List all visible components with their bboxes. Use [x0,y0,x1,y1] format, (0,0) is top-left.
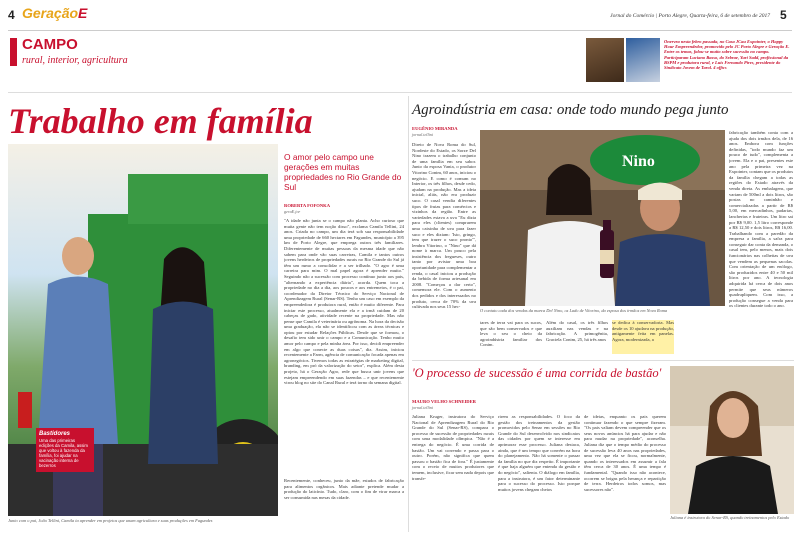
bottom-col-2: rirem as responsabilidades. O foco da gestão dos treinamentos da gestão promovidos pelo Senar em sessões no Rio Grande do Sul desenvolvido nos sindicatos das cidades por quem se interesse em aprimorar esse processo. Juliana destaca, ainda, que é um tempo que convém na hora do planejamento. Não há somente o passar da família no que diz respeito. É importante é que haja alguém que entenda da gestão e do negócio", salienta. O diálogo em família, para a instrutora, é um fator determinante para o sucesso do processo. Isto porque muitos jovens chegam cheios [498,414,580,492]
right-headline: Agroindústria em casa: onde todo mundo pega junto [412,102,729,118]
right-photo [480,130,725,306]
brand-logo [22,5,87,21]
page-header [0,0,800,30]
paper-info: Jornal do Comércio | Porto Alegre, Quarta-feira, 6 de setembro de 2017 [610,13,770,19]
section-title: CAMPO [22,36,78,53]
header-divider [8,30,792,31]
bottom-col-1: Juliana Kruger, instrutora do Serviço Nacional de Aprendizagem Rural do Rio Grande do Sul (Senar-RS), compara o processo de sucessão de propriedades rurais com uma modalidade olímpica. "Não é a entrega do negócio. É uma corrida de bastão. Um vai correndo e passa para o outro. Porém, não significa que quem passou o bastão fica de fora." É justamente com o receio de muitos produtores que temem, inclusive, ficar sem nada depois que transfe- [412,414,494,481]
bottom-photo-caption: Juliana é instrutora do Senar-RS, quando treinamentos pelo Estado [670,515,790,520]
bastidores-text: Uma das primeiras edições da Camila, assim que voltou à fazenda da família, foi ajudar na vacinação interna de bezerros [39,438,88,468]
right-byline-role: jornal.tellini [412,132,434,137]
bastidores-box [36,428,94,472]
svg-text:Nino: Nino [622,153,655,170]
page-number-right: 5 [780,8,787,22]
right-col-4: se dedica à conservadoria. Mas desde os 10 ajudava na produção, antigamente feita em panelas. Agora, modernizada, a [612,320,674,354]
agroindustry-photo [480,130,725,306]
bastidores-title: Bastidores [39,431,71,437]
right-byline: EUGÊNIO MIRANDA [412,126,458,131]
bottom-rule [412,360,794,361]
bottom-byline: MAURO VELHO SCHNEIDER [412,399,476,404]
right-col-1: Direto de Nova Roma do Sul, Nordeste do Estado, os Sorze Del Nino trazem o trabalho conjunto de uma família em seu sabor. Junto da esposa Vania, o produtor Vitorino Conim, 60 anos, iniciou o negócio. E como é comum no Interior, os três filhos, desde cedo, ajudam na produção. Mas a ideia inicial, aliás, não era produzir suco. O casal vendia diferentes tipos de frutas para comércios e vizinhos da região. Entre as variedades estava a uva "Eu dizia para eles (clientes) comprarem uma caixinha de uva para fazer suco e eles diziam: 'Isto, gringo, tem que trazer o suco pronto'", lembra Vitorino, o "Nino" que dá nome à marca. Um pouco pela insistência dos fregueses, outro tanto por avistar uma boa oportunidade para complementar a renda, o casal iniciou a produção da bebida de forma artesanal em 2008. "Começou a dar certo", comemora ele. Com o aumento dos pedidos e dos interessados no produto, cerca de 70% da uva cultivada nos seus 15 hec- [412,142,476,310]
right-photo-caption: O contato cada dos vendas da marca Del Nino, os Lado de Vitorino, da esposa dos irmãos em Nova Roma [480,308,668,313]
left-body: "A idade não junta se o campo não planta. Acho curioso que muita gente não tem noção disso", exclama Camila Tellini, 24 anos. Criada no campo, um dia terá sob sua responsabilidade uma propriedade de 660 hectares em Fagundes, município a 395 km de Porto Alegre, que emprega outros três familiares. Diferentemente de muitas pessoas da mesma idade que não sabem para onde vão suas carreiras, Camila e tantos outros jovens herdeiros de propriedades rurais no Rio Grande do Sul já têm um rumo a consolidar e a ser trilhado. "O agro é uma carreira para mim. O mal papel agora é aprender muito." Seguindo não a sucessão com processo contínuo junto aos pais, "alternando a experiência diária", acorda. Quem toca a propriedade no dia a dia, aos poucos e aos entremeios, é o pai, coordenador da Diretor Técnico do Serviço Nacional de Aprendizagem Rural (Senar-RS). Tenho um caso em exemplo da empreendedora é produtora rural, então é muito diferente. Para iniciar este processo, atualmente ela e a irmã cuidam de 20 cabeças de gado, atividade recente na propriedade. Mas não pense que Camila é veterinária ou agrônoma. Na hora da decisão uma graduação, ela não se identificou com as áreas técnicas e optou por estudar Relações Públicas. Desde que se formou, o desafio tem sido unir o campo e a Comunicação. Tenho muito amor pelo campo e pela minha área. Por isso, decidi empreender em algo que conecte as duas coisas", diz. Assim, iniciou recentemente a Farm, agência de comunicação focada apenas em agronegócios. Tivemos todas as estratégias de marketing digital, branding, em pró da valorização do setor", explica. Além desta projeto, há o Geração Agro, rede que busca unir jovens que estejam empreendendo em suas fazendas – e que recentemente virou blog no site do Canal Rural e terá torno da semana digital. [284,218,404,386]
promo-photo [586,38,624,82]
left-deck: O amor pelo campo une gerações em muitas propriedades no Rio Grande do Sul [284,152,402,192]
left-photo-caption: Junto com o pai, João Tellini, Camila ia aprender em projetos que unam agricultura e suas produções em Fagundes [8,518,213,523]
bottom-headline: 'O processo de sucessão é uma corrida de bastão' [412,366,662,380]
left-byline-role: geraE.jor [284,209,301,214]
right-col-3: Além do casal, os três filhos auxiliam nas vendas e na fabricação. A primogênita, Graciela Conim, 25, há três anos [546,320,608,342]
promo-photo-2 [626,38,660,82]
section-subtitle: rural, interior, agricultura [22,55,128,66]
right-col-5: fabricação também conta com a ajuda dos dois irmãos dela, de 16 anos. Embora com funções definidas, "todo mundo faz um pouco de tudo", complementa a jovem. Ela e o pai, presentes este ano pela primeira vez na Expointer, contam que os produtos da família chegam a todas as regiões do Estado através da venda direta. As embalagens, que variam de 500ml a dois litros, são postas no caminhão e comercializadas a partir de R$ 5,00, em mercadinhos, padarias, lancherias e fruteiras. Um litro sai por R$ 9,00. 1,5 litro corresponde a R$ 12,50 e dois litros, R$ 16,00. Trabalhando com a paredão da empresa a família, a safra para conseguir dar conta da demanda, o casal tem, pelo menos, mais dois funcionários nas colheitas de uva que vendem as pequenas sacolas. Com orientação de um enólogo, são produzidos entre 40 e 50 mil litros por ano. A tecnologia adquirida há cerca de dois anos permite que seus números quadrupliquem. Com isso, a produção consegue a venda para os clientes durante todo o ano. [729,130,793,309]
left-byline: ROBERTA FOFONKA [284,203,331,208]
bottom-byline-role: jornal.tellini [412,405,434,410]
left-body-2: Recentemente, conheceu, junto da mãe, estudos de fabricação para alimentos orgânicos. Mais adiante pretende mudar a produção do laticínio. Tudo, claro, com o fim de virar marca a ser consumida nas mesas da cidade. [284,478,404,500]
bottom-col-3: de ideias, enquanto os pais querem continuar fazendo o que sempre fizeram. "Os pais valiam devem compreender que os seus novos anúncios há para ajudar e não para mudar na propriedade", aconselha. Juliana diz que o tempo médio do processo de sucessão leva 40 anos nas propriedades, uma vez que ela se ficou, normalmente, quando os interessados em assumir a fala têm cerca de 30 anos. É uma tempo é fundamental. "Quando isso não acontece, ocorrem se brigas pela herança e repartição de terra. Herdeiros todos somos, mas sucessores não". [584,414,666,492]
bottom-photo [670,366,794,514]
section-marker [10,38,17,66]
page-number-left: 4 [8,8,15,22]
brand-suffix: E [78,5,88,21]
instructor-photo [670,366,794,514]
promo-text: Onervea nesta febro passada, no Casa JCau Expointer, o Happy Hour Empreendedor, promovido pelo JC Porto Alegre e Geração E. Entre os temas, falou-se muito sobre sucessão no campo. Participaram Luciano Basso, do Sebrae, Yuri Sadd, profissional da BSPM e produtora rural, e Luis Fernando Pires, presidente do Sindicato Jovem de Tarol. 4 ofﬁcs [664,39,790,71]
right-col-2: tares de terra vai para os sucos, que são bem conservados e que leva o seu o cheio da agroindústria familiar dos Conim. [480,320,542,348]
column-divider [408,96,409,532]
brand-name: Geração [22,5,79,21]
left-headline: Trabalho em família [8,101,313,141]
top-rule [8,92,792,93]
